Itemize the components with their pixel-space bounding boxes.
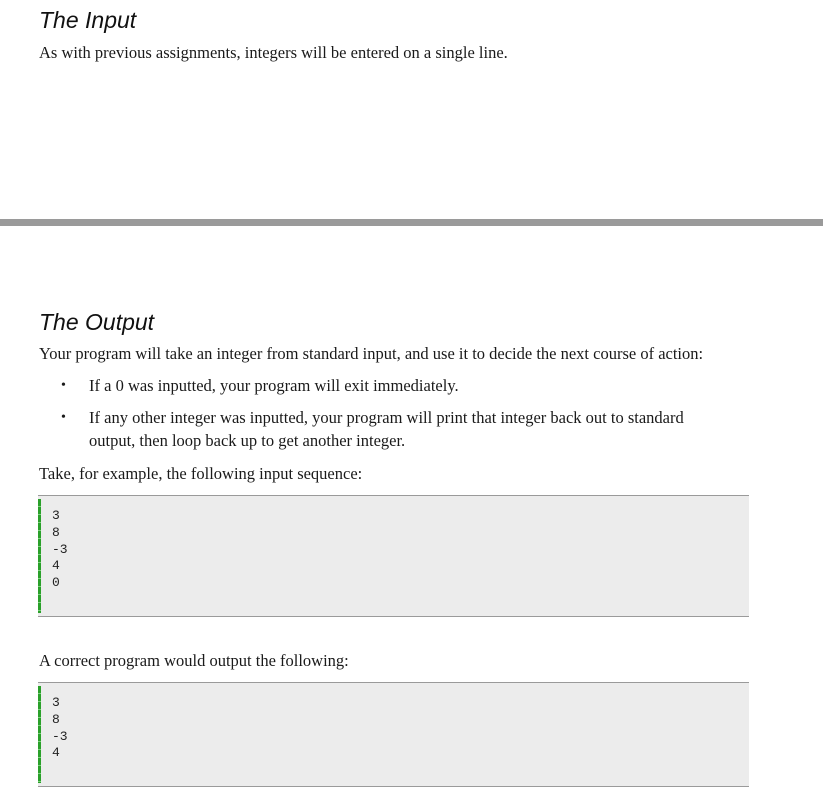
code-accent-bar	[38, 499, 41, 613]
list-item-text: If a 0 was inputted, your program will exit immediately.	[89, 376, 459, 395]
bullet-icon: •	[61, 378, 66, 393]
code-accent-bar	[38, 686, 41, 783]
section-divider	[0, 219, 823, 226]
input-example-block	[38, 495, 749, 617]
example-intro: Take, for example, the following input sequence:	[39, 464, 363, 483]
output-example-code: 3 8 -3 4	[52, 695, 68, 761]
list-item-text: If any other integer was inputted, your program will print that integer back out to standard output, then loop back up to get another integer.	[89, 408, 684, 450]
action-list	[39, 374, 729, 461]
output-intro: Your program will take an integer from standard input, and use it to decide the next course of action:	[39, 344, 704, 363]
input-example-code: 3 8 -3 4 0	[52, 508, 68, 591]
output-example-block	[38, 682, 749, 787]
input-description: As with previous assignments, integers will be entered on a single line.	[39, 43, 508, 62]
bullet-icon: •	[61, 410, 66, 425]
list-item	[39, 374, 729, 397]
output-intro-text: A correct program would output the following:	[39, 651, 349, 670]
output-heading: The Output	[39, 309, 155, 335]
input-heading: The Input	[39, 7, 137, 33]
list-item	[39, 406, 729, 452]
